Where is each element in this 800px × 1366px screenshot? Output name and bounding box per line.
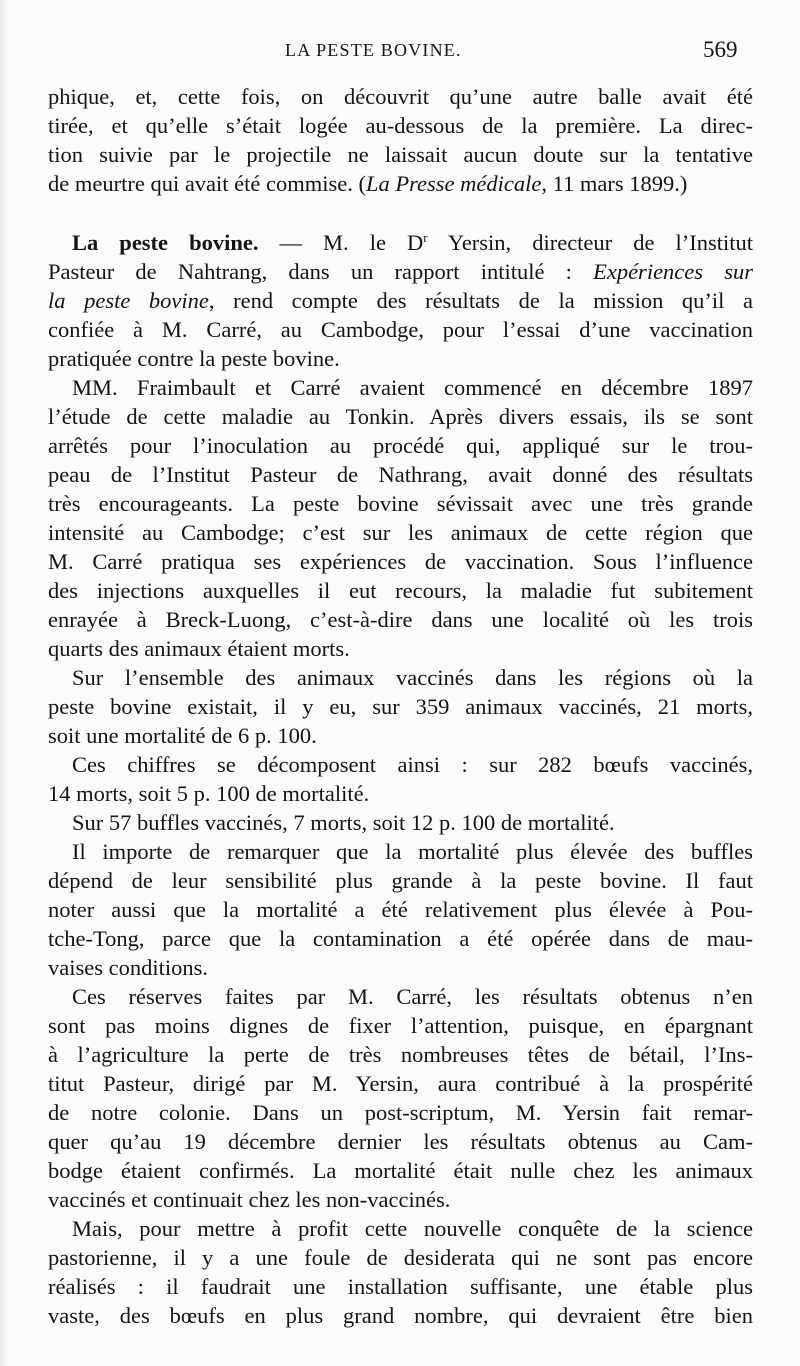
text-line: intensité au Cambodge; c’est sur les animaux de cette région que (48, 520, 753, 545)
text-line: 14 morts, soit 5 p. 100 de mortalité. (48, 781, 370, 806)
page-number: 569 (703, 37, 738, 62)
running-head (0, 37, 800, 70)
text-line: pastorienne, il y a une foule de desiderata qui ne sont pas encore (48, 1245, 753, 1270)
text-line: vaste, des bœufs en plus grand nombre, qui devraient être bien (48, 1303, 753, 1328)
text-line: bodge étaient confirmés. La mortalité était nulle chez les animaux (48, 1158, 753, 1183)
text-line: tche-Tong, parce que la contamination a été opérée dans de mau- (48, 926, 753, 951)
text-line: M. Carré pratiqua ses expériences de vaccination. Sous l’influence (48, 549, 753, 574)
text-line: vaccinés et continuait chez les non-vaccinés. (48, 1187, 451, 1212)
text-line: quer qu’au 19 décembre dernier les résultats obtenus au Cam- (48, 1129, 753, 1154)
citation-journal: La Presse médicale (366, 171, 542, 196)
text-line: MM. Fraimbault et Carré avaient commencé en décembre 1897 (72, 375, 753, 400)
text-line: Sur 57 buffles vaccinés, 7 morts, soit 12 p. 100 de mortalité. (72, 810, 615, 835)
text-line: Ces réserves faites par M. Carré, les résultats obtenus n’en (72, 984, 753, 1009)
text-line: Ces chiffres se décomposent ainsi : sur 282 bœufs vaccinés, (72, 752, 753, 777)
text-line: noter aussi que la mortalité a été relativement plus élevée à Pou- (48, 897, 753, 922)
text-line: titut Pasteur, dirigé par M. Yersin, aura contribué à la prospérité (48, 1071, 753, 1096)
text-line: soit une mortalité de 6 p. 100. (48, 723, 317, 748)
text-line: tirée, et qu’elle s’était logée au-dessous de la première. La direc- (48, 113, 753, 138)
text-line: de notre colonie. Dans un post-scriptum, M. Yersin fait remar- (48, 1100, 753, 1125)
text-line: peau de l’Institut Pasteur de Nathrang, avait donné des résultats (48, 462, 753, 487)
text-line: l’étude de cette maladie au Tonkin. Après divers essais, ils se sont (48, 404, 753, 429)
text-line: dépend de leur sensibilité plus grande à la peste bovine. Il faut (48, 868, 753, 893)
text-line: peste bovine existait, il y eu, sur 359 animaux vaccinés, 21 morts, (48, 694, 753, 719)
text-line: sont pas moins dignes de fixer l’attention, puisque, en épargnant (48, 1013, 753, 1038)
text-line: confiée à M. Carré, au Cambodge, pour l’essai d’une vaccination (48, 317, 753, 342)
text-line: quarts des animaux étaient morts. (48, 636, 350, 661)
text-line: à l’agriculture la perte de très nombreuses têtes de bétail, l’Ins- (48, 1042, 753, 1067)
section-heading: La peste bovine. (72, 230, 259, 255)
text-line: la peste bovine, rend compte des résultats de la mission qu’il a (48, 288, 753, 313)
running-title: LA PESTE BOVINE. (285, 40, 462, 60)
text-line: très encourageants. La peste bovine sévissait avec une très grande (48, 491, 753, 516)
text-line: des injections auxquelles il eut recours, la maladie fut subitement (48, 578, 753, 603)
report-title-cont: la peste bovine (48, 288, 209, 313)
text-line: Mais, pour mettre à profit cette nouvelle conquête de la science (72, 1216, 753, 1241)
text-line: réalisés : il faudrait une installation suffisante, une étable plus (48, 1274, 753, 1299)
text-line: Il importe de remarquer que la mortalité plus élevée des buffles (72, 839, 753, 864)
text-line: vaises conditions. (48, 955, 208, 980)
text-line-citation: de meurtre qui avait été commise. (La Presse médicale, 11 mars 1899.) (48, 171, 688, 196)
text-line: arrêtés pour l’inoculation au procédé qui, appliqué sur le trou- (48, 433, 753, 458)
text-line: tion suivie par le projectile ne laissait aucun doute sur la tentative (48, 142, 753, 167)
section-heading-line: La peste bovine. — M. le $D^r$ Yersin, directeur de l’Institut (72, 230, 753, 255)
text-line: Sur l’ensemble des animaux vaccinés dans les régions où la (72, 665, 753, 690)
text-line: Pasteur de Nahtrang, dans un rapport intitulé : Expériences sur (48, 259, 753, 284)
text-line: enrayée à Breck-Luong, c’est-à-dire dans une localité où les trois (48, 607, 753, 632)
text-line: pratiquée contre la peste bovine. (48, 346, 340, 371)
text-line: phique, et, cette fois, on découvrit qu’une autre balle avait été (48, 84, 753, 109)
page-edge-shadow (0, 0, 10, 1366)
report-title: Expériences sur (593, 259, 753, 284)
